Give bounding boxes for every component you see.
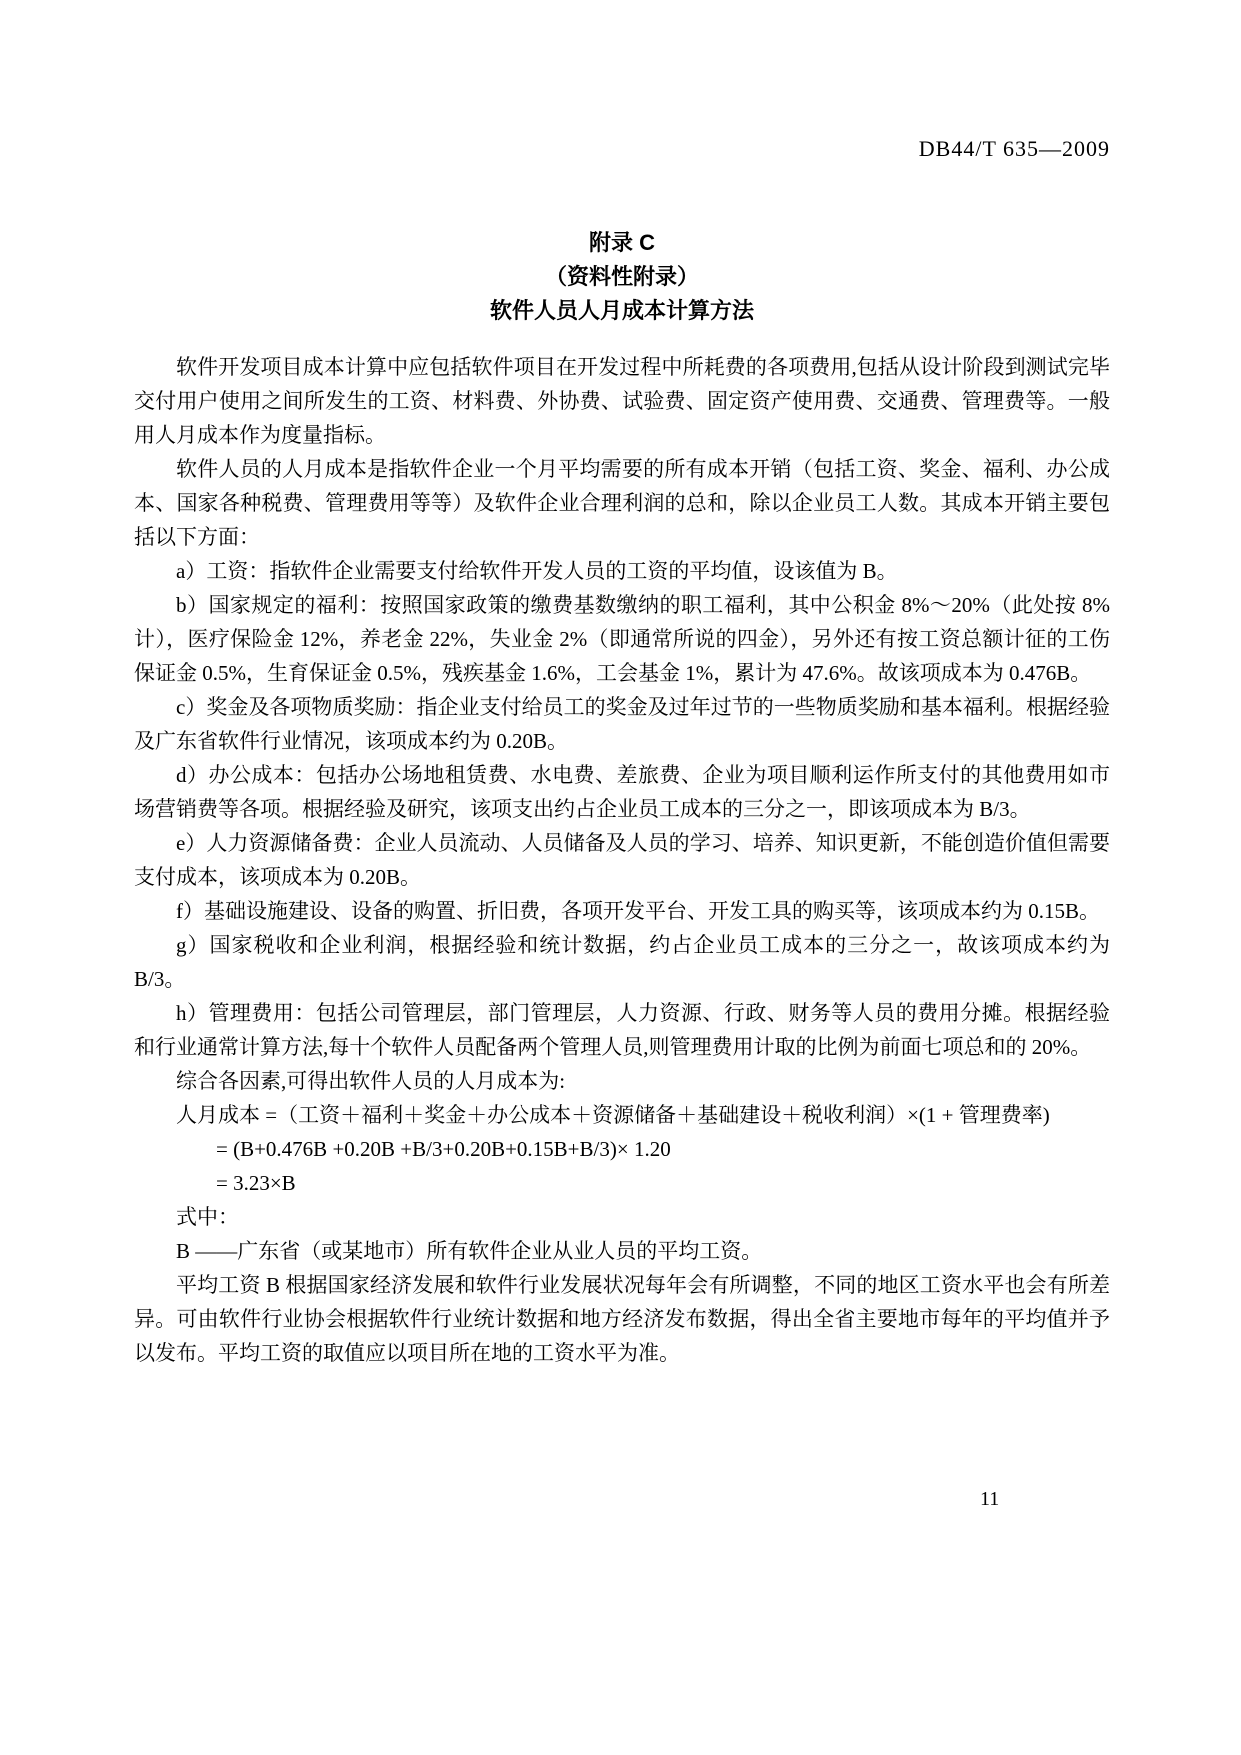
paragraph-definition: 软件人员的人月成本是指软件企业一个月平均需要的所有成本开销（包括工资、奖金、福利、办公成本、国家各种税费、管理费用等等）及软件企业合理利润的总和，除以企业员工人数。其成本开销主要包括以下方面：	[134, 457, 1110, 549]
doc-code-header: DB44/T 635—2009	[918, 136, 1110, 161]
list-item-c: c）奖金及各项物质奖励：指企业支付给员工的奖金及过年过节的一些物质奖励和基本福利。根据经验及广东省软件行业情况，该项成本约为 0.20B。	[134, 695, 1110, 753]
list-item-a: a）工资：指软件企业需要支付给软件开发人员的工资的平均值，设该值为 B。	[176, 559, 898, 583]
list-item-d: d）办公成本：包括办公场地租赁费、水电费、差旅费、企业为项目顺利运作所支付的其他费用如市场营销费等各项。根据经验及研究，该项支出约占企业员工成本的三分之一，即该项成本为 B/3。	[134, 763, 1110, 821]
appendix-type-label: （资料性附录）	[544, 264, 699, 289]
page-number: 11	[980, 1488, 1000, 1510]
list-item-h: h）管理费用：包括公司管理层，部门管理层，人力资源、行政、财务等人员的费用分摊。根据经验和行业通常计算方法,每十个软件人员配备两个管理人员,则管理费用计取的比例为前面七项总和的 20%。	[134, 1001, 1110, 1059]
paragraph-intro: 软件开发项目成本计算中应包括软件项目在开发过程中所耗费的各项费用,包括从设计阶段到测试完毕交付用户使用之间所发生的工资、材料费、外协费、试验费、固定资产使用费、交通费、管理费等。一般用人月成本作为度量指标。	[134, 355, 1110, 447]
where-definition-b: B ——广东省（或某地市）所有软件企业从业人员的平均工资。	[176, 1239, 763, 1263]
formula-line-1: 人月成本 =（工资＋福利＋奖金＋办公成本＋资源储备＋基础建设＋税收利润）×(1 + 管理费率)	[176, 1103, 1050, 1127]
formula-line-3: = 3.23×B	[216, 1171, 296, 1195]
list-item-b: b）国家规定的福利：按照国家政策的缴费基数缴纳的职工福利，其中公积金 8%～20%（此处按 8%计），医疗保险金 12%，养老金 22%，失业金 2%（即通常所说的四金），另外还有按工资总额计征的工伤保证金 0.5%，生育保证金 0.5%，残疾基金 1.6%，工会基金 1%，累计为 47.6%。故该项成本为 0.476B。	[134, 593, 1110, 685]
list-item-g: g）国家税收和企业利润，根据经验和统计数据，约占企业员工成本的三分之一，故该项成本约为 B/3。	[134, 933, 1110, 991]
formula-line-2: = (B+0.476B +0.20B +B/3+0.20B+0.15B+B/3)× 1.20	[216, 1137, 671, 1161]
appendix-title: 附录 C	[588, 230, 655, 255]
paragraph-average-wage: 平均工资 B 根据国家经济发展和软件行业发展状况每年会有所调整，不同的地区工资水平也会有所差异。可由软件行业协会根据软件行业统计数据和地方经济发布数据，得出全省主要地市每年的平均值并予以发布。平均工资的取值应以项目所在地的工资水平为准。	[134, 1273, 1110, 1365]
appendix-heading: 软件人员人月成本计算方法	[489, 298, 754, 323]
where-label: 式中：	[176, 1205, 239, 1229]
list-item-e: e）人力资源储备费：企业人员流动、人员储备及人员的学习、培养、知识更新，不能创造价值但需要支付成本，该项成本为 0.20B。	[134, 831, 1110, 889]
document-content	[134, 226, 1110, 1370]
summary-line: 综合各因素,可得出软件人员的人月成本为:	[176, 1069, 566, 1093]
list-item-f: f）基础设施建设、设备的购置、折旧费，各项开发平台、开发工具的购买等，该项成本约为 0.15B。	[176, 899, 1100, 923]
